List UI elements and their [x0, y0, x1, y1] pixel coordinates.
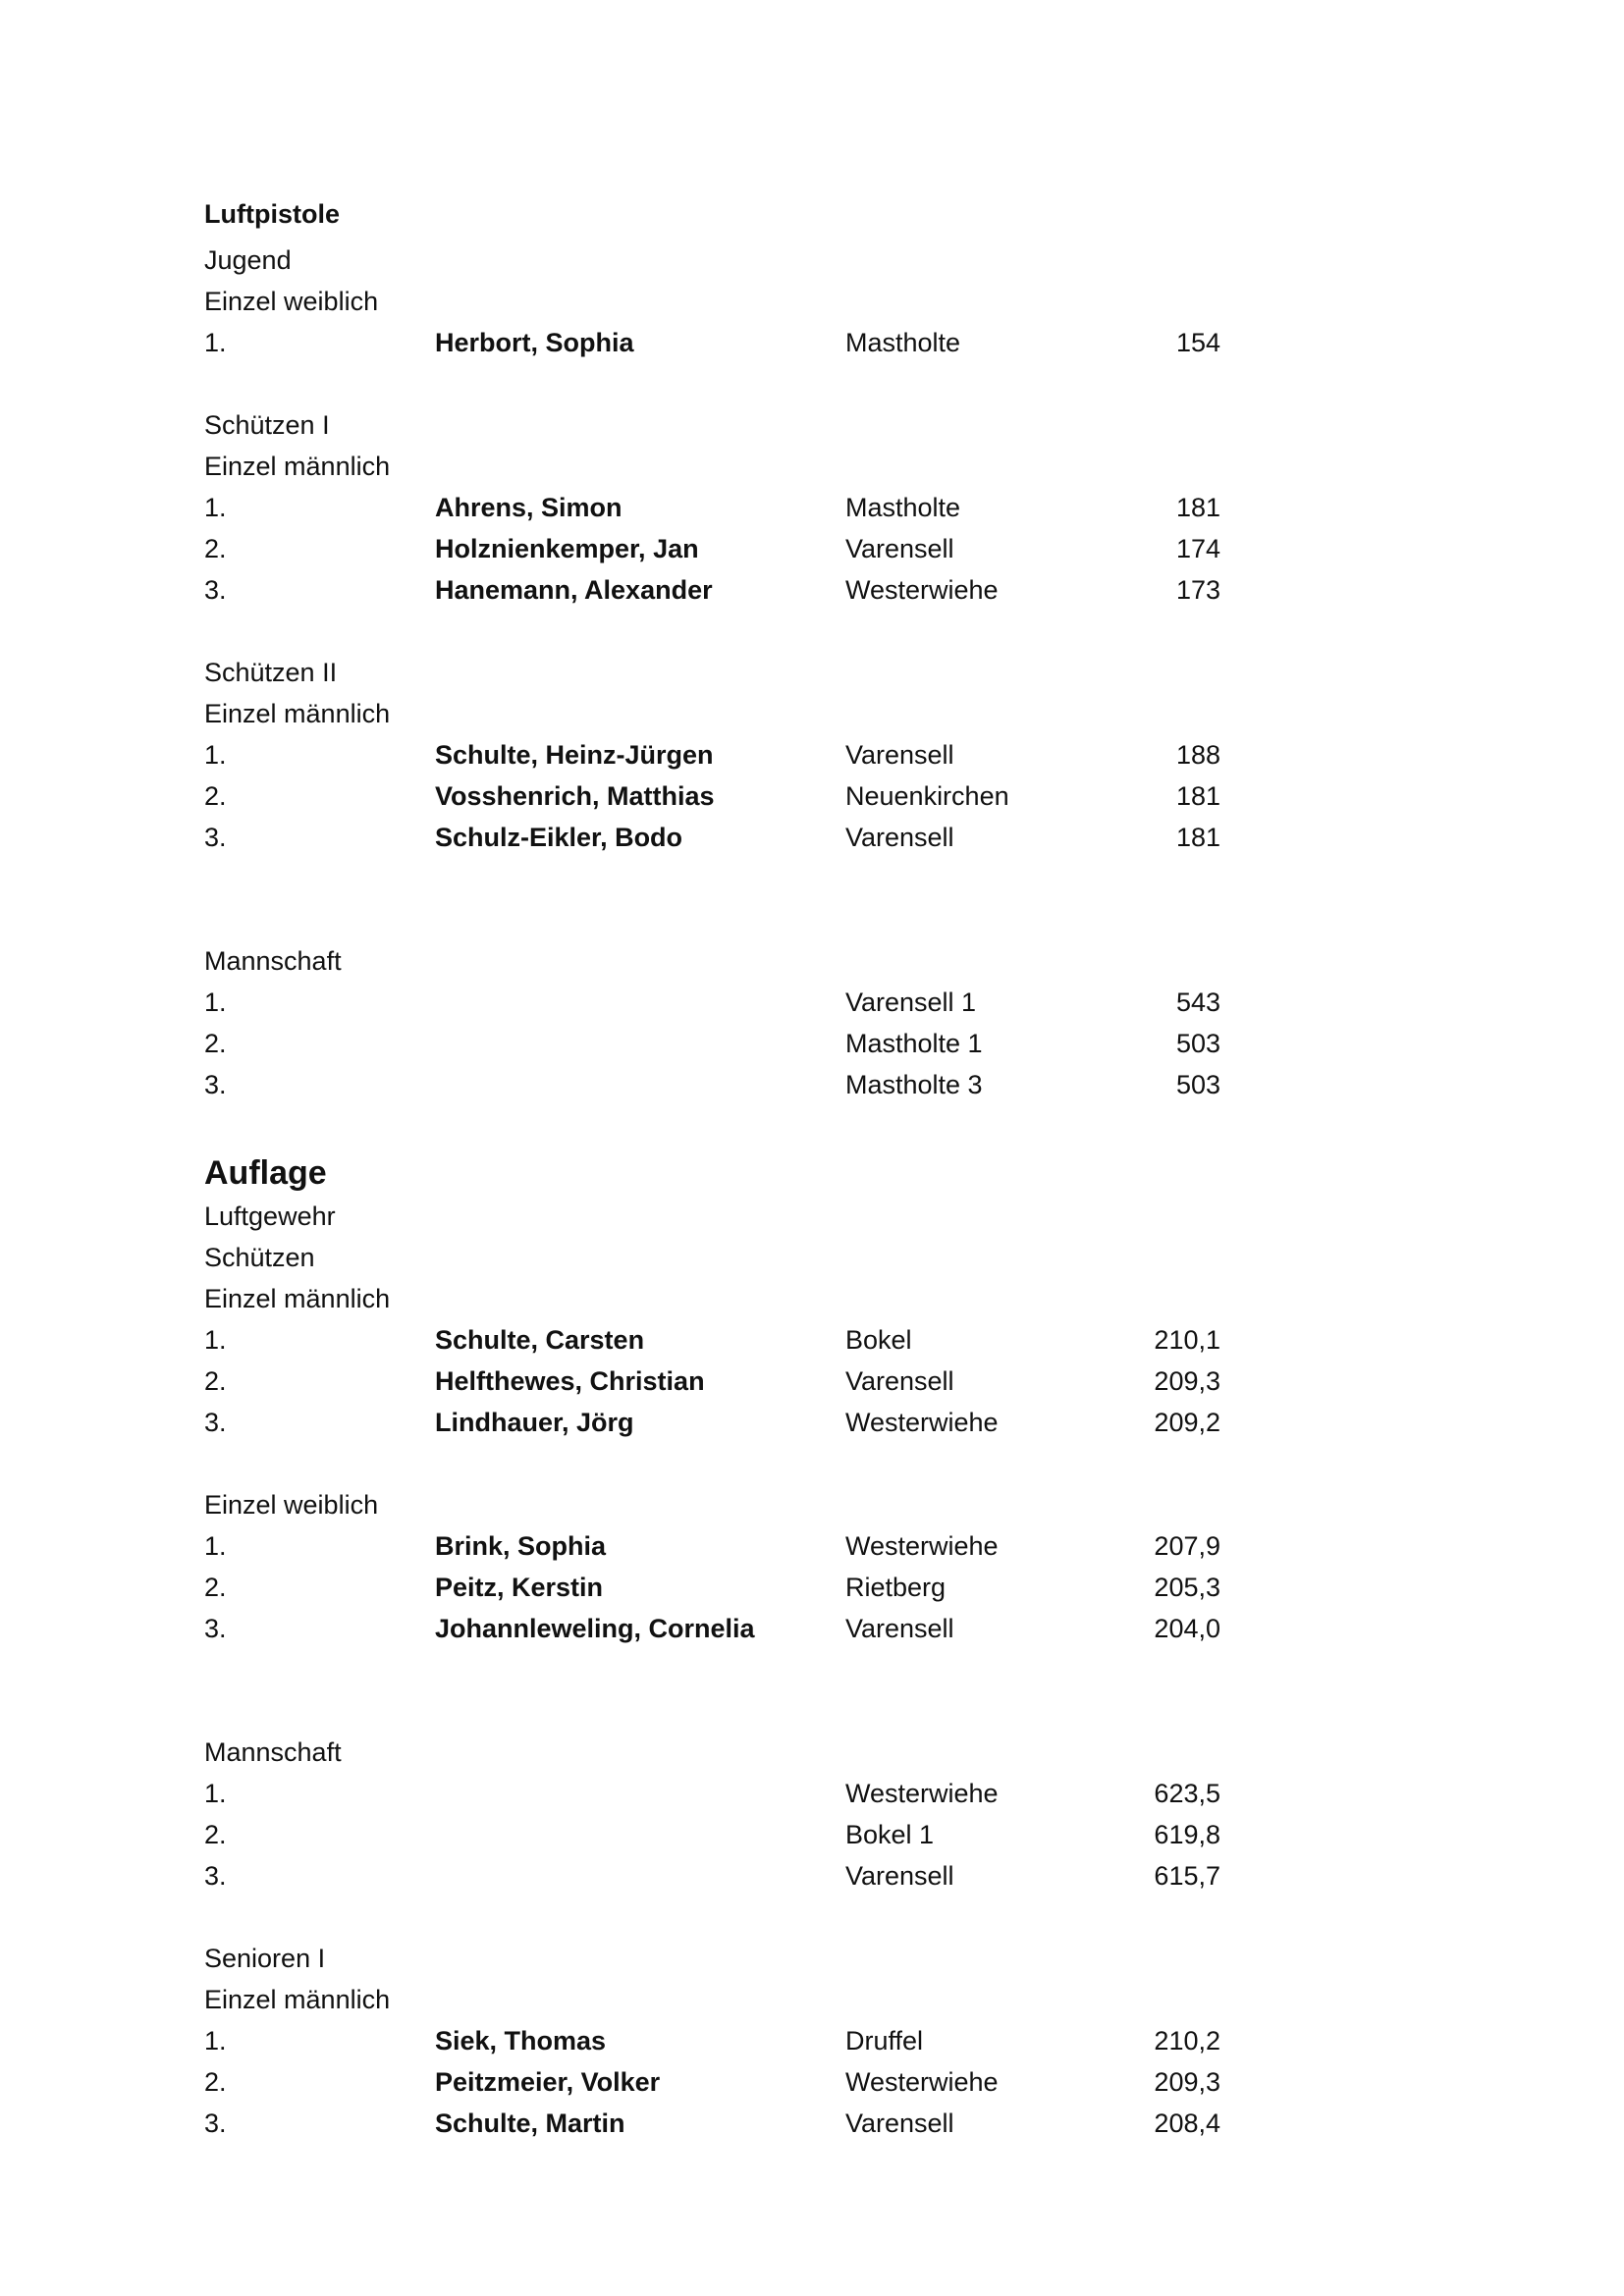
shooter-name: Peitzmeier, Volker — [435, 2067, 661, 2097]
team: Westerwiehe — [845, 1779, 999, 1808]
category-label — [0, 941, 1624, 981]
rank: 3. — [204, 1070, 227, 1099]
shooter-name: Johannleweling, Cornelia — [435, 1614, 755, 1643]
score: 181 — [1175, 493, 1220, 522]
rank: 3. — [204, 823, 227, 852]
team: Bokel 1 — [845, 1820, 935, 1849]
result-row — [0, 2062, 1624, 2102]
score: 623,5 — [1154, 1779, 1220, 1808]
team-result-row — [0, 1856, 1624, 1896]
result-row — [0, 323, 1624, 362]
section-heading-luftpistole — [0, 194, 1624, 234]
score: 207,9 — [1154, 1531, 1220, 1561]
score: 205,3 — [1154, 1573, 1220, 1602]
score: 615,7 — [1154, 1861, 1220, 1891]
subcategory-einzel-weiblich: Einzel weiblich — [204, 1490, 379, 1520]
result-row — [0, 1403, 1624, 1442]
rank: 2. — [204, 1029, 227, 1058]
result-row — [0, 1609, 1624, 1648]
club: Varensell — [845, 740, 954, 770]
rank: 2. — [204, 1820, 227, 1849]
rank: 1. — [204, 1531, 227, 1561]
subcategory-label — [0, 1279, 1624, 1318]
shooter-name: Vosshenrich, Matthias — [435, 781, 715, 811]
score: 210,1 — [1154, 1325, 1220, 1355]
category-label — [0, 1733, 1624, 1772]
rank: 3. — [204, 1861, 227, 1891]
subcategory-einzel-maennlich: Einzel männlich — [204, 1985, 391, 2014]
score: 173 — [1175, 575, 1220, 605]
club: Varensell — [845, 1614, 954, 1643]
shooter-name: Schulte, Martin — [435, 2109, 625, 2138]
score: 154 — [1175, 328, 1220, 357]
shooter-name: Ahrens, Simon — [435, 493, 623, 522]
score: 209,3 — [1154, 1366, 1220, 1396]
subcategory-label — [0, 447, 1624, 486]
team-result-row — [0, 1024, 1624, 1063]
result-row — [0, 529, 1624, 568]
score: 209,3 — [1154, 2067, 1220, 2097]
rank: 2. — [204, 2067, 227, 2097]
rank: 1. — [204, 1325, 227, 1355]
club: Westerwiehe — [845, 1531, 999, 1561]
team: Varensell 1 — [845, 988, 977, 1017]
club: Westerwiehe — [845, 575, 999, 605]
result-row — [0, 818, 1624, 857]
category-label — [0, 653, 1624, 692]
subcategory-einzel-weiblich: Einzel weiblich — [204, 287, 379, 316]
club: Neuenkirchen — [845, 781, 1009, 811]
shooter-name: Schulte, Heinz-Jürgen — [435, 740, 714, 770]
club: Druffel — [845, 2026, 924, 2056]
rank: 3. — [204, 2109, 227, 2138]
team-result-row — [0, 1815, 1624, 1854]
category-label — [0, 1238, 1624, 1277]
result-row — [0, 570, 1624, 610]
score: 503 — [1175, 1029, 1220, 1058]
shooter-name: Siek, Thomas — [435, 2026, 607, 2056]
club: Rietberg — [845, 1573, 947, 1602]
result-row — [0, 2021, 1624, 2060]
score: 181 — [1175, 823, 1220, 852]
club: Westerwiehe — [845, 1408, 999, 1437]
team-result-row — [0, 1065, 1624, 1104]
club: Bokel — [845, 1325, 912, 1355]
rank: 2. — [204, 781, 227, 811]
category-label — [0, 240, 1624, 280]
subcategory-einzel-maennlich: Einzel männlich — [204, 1284, 391, 1313]
result-row — [0, 1526, 1624, 1566]
category-jugend: Jugend — [204, 245, 292, 275]
category-label — [0, 405, 1624, 445]
shooter-name: Peitz, Kerstin — [435, 1573, 604, 1602]
rank: 2. — [204, 534, 227, 563]
shooter-name: Brink, Sophia — [435, 1531, 607, 1561]
score: 619,8 — [1154, 1820, 1220, 1849]
score: 181 — [1175, 781, 1220, 811]
club: Varensell — [845, 534, 954, 563]
score: 174 — [1175, 534, 1220, 563]
score: 543 — [1175, 988, 1220, 1017]
shooter-name: Holznienkemper, Jan — [435, 534, 699, 563]
shooter-name: Schulz-Eikler, Bodo — [435, 823, 683, 852]
team: Varensell — [845, 1861, 954, 1891]
result-row — [0, 776, 1624, 816]
category-mannschaft: Mannschaft — [204, 1737, 342, 1767]
subcategory-einzel-maennlich: Einzel männlich — [204, 699, 391, 728]
rank: 2. — [204, 1573, 227, 1602]
result-row — [0, 488, 1624, 527]
subcategory-label — [0, 1980, 1624, 2019]
result-row — [0, 1568, 1624, 1607]
team-result-row — [0, 1774, 1624, 1813]
category-mannschaft: Mannschaft — [204, 946, 342, 976]
result-row — [0, 735, 1624, 774]
score: 208,4 — [1154, 2109, 1220, 2138]
discipline-label — [0, 1197, 1624, 1236]
heading-auflage: Auflage — [204, 1154, 327, 1192]
rank: 3. — [204, 575, 227, 605]
category-senioren-1: Senioren I — [204, 1944, 326, 1973]
subcategory-label — [0, 1485, 1624, 1524]
rank: 1. — [204, 493, 227, 522]
score: 209,2 — [1154, 1408, 1220, 1437]
shooter-name: Schulte, Carsten — [435, 1325, 645, 1355]
club: Westerwiehe — [845, 2067, 999, 2097]
shooter-name: Hanemann, Alexander — [435, 575, 713, 605]
rank: 1. — [204, 1779, 227, 1808]
club: Mastholte — [845, 493, 961, 522]
score: 188 — [1175, 740, 1220, 770]
category-label — [0, 1939, 1624, 1978]
subcategory-label — [0, 694, 1624, 733]
team: Mastholte 3 — [845, 1070, 983, 1099]
rank: 1. — [204, 740, 227, 770]
team: Mastholte 1 — [845, 1029, 983, 1058]
shooter-name: Helfthewes, Christian — [435, 1366, 705, 1396]
rank: 1. — [204, 988, 227, 1017]
heading-luftpistole: Luftpistole — [204, 199, 340, 229]
rank: 2. — [204, 1366, 227, 1396]
team-result-row — [0, 983, 1624, 1022]
category-schuetzen: Schützen — [204, 1243, 315, 1272]
result-row — [0, 1362, 1624, 1401]
club: Varensell — [845, 823, 954, 852]
rank: 3. — [204, 1614, 227, 1643]
score: 204,0 — [1154, 1614, 1220, 1643]
shooter-name: Lindhauer, Jörg — [435, 1408, 634, 1437]
rank: 3. — [204, 1408, 227, 1437]
club: Varensell — [845, 2109, 954, 2138]
subcategory-label — [0, 282, 1624, 321]
result-row — [0, 1320, 1624, 1360]
category-schuetzen-1: Schützen I — [204, 410, 330, 440]
category-schuetzen-2: Schützen II — [204, 658, 338, 687]
club: Mastholte — [845, 328, 961, 357]
shooter-name: Herbort, Sophia — [435, 328, 634, 357]
discipline-luftgewehr: Luftgewehr — [204, 1201, 336, 1231]
club: Varensell — [845, 1366, 954, 1396]
score: 503 — [1175, 1070, 1220, 1099]
rank: 1. — [204, 328, 227, 357]
rank: 1. — [204, 2026, 227, 2056]
subcategory-einzel-maennlich: Einzel männlich — [204, 452, 391, 481]
section-heading-auflage — [0, 1150, 1624, 1196]
result-row — [0, 2104, 1624, 2143]
score: 210,2 — [1154, 2026, 1220, 2056]
